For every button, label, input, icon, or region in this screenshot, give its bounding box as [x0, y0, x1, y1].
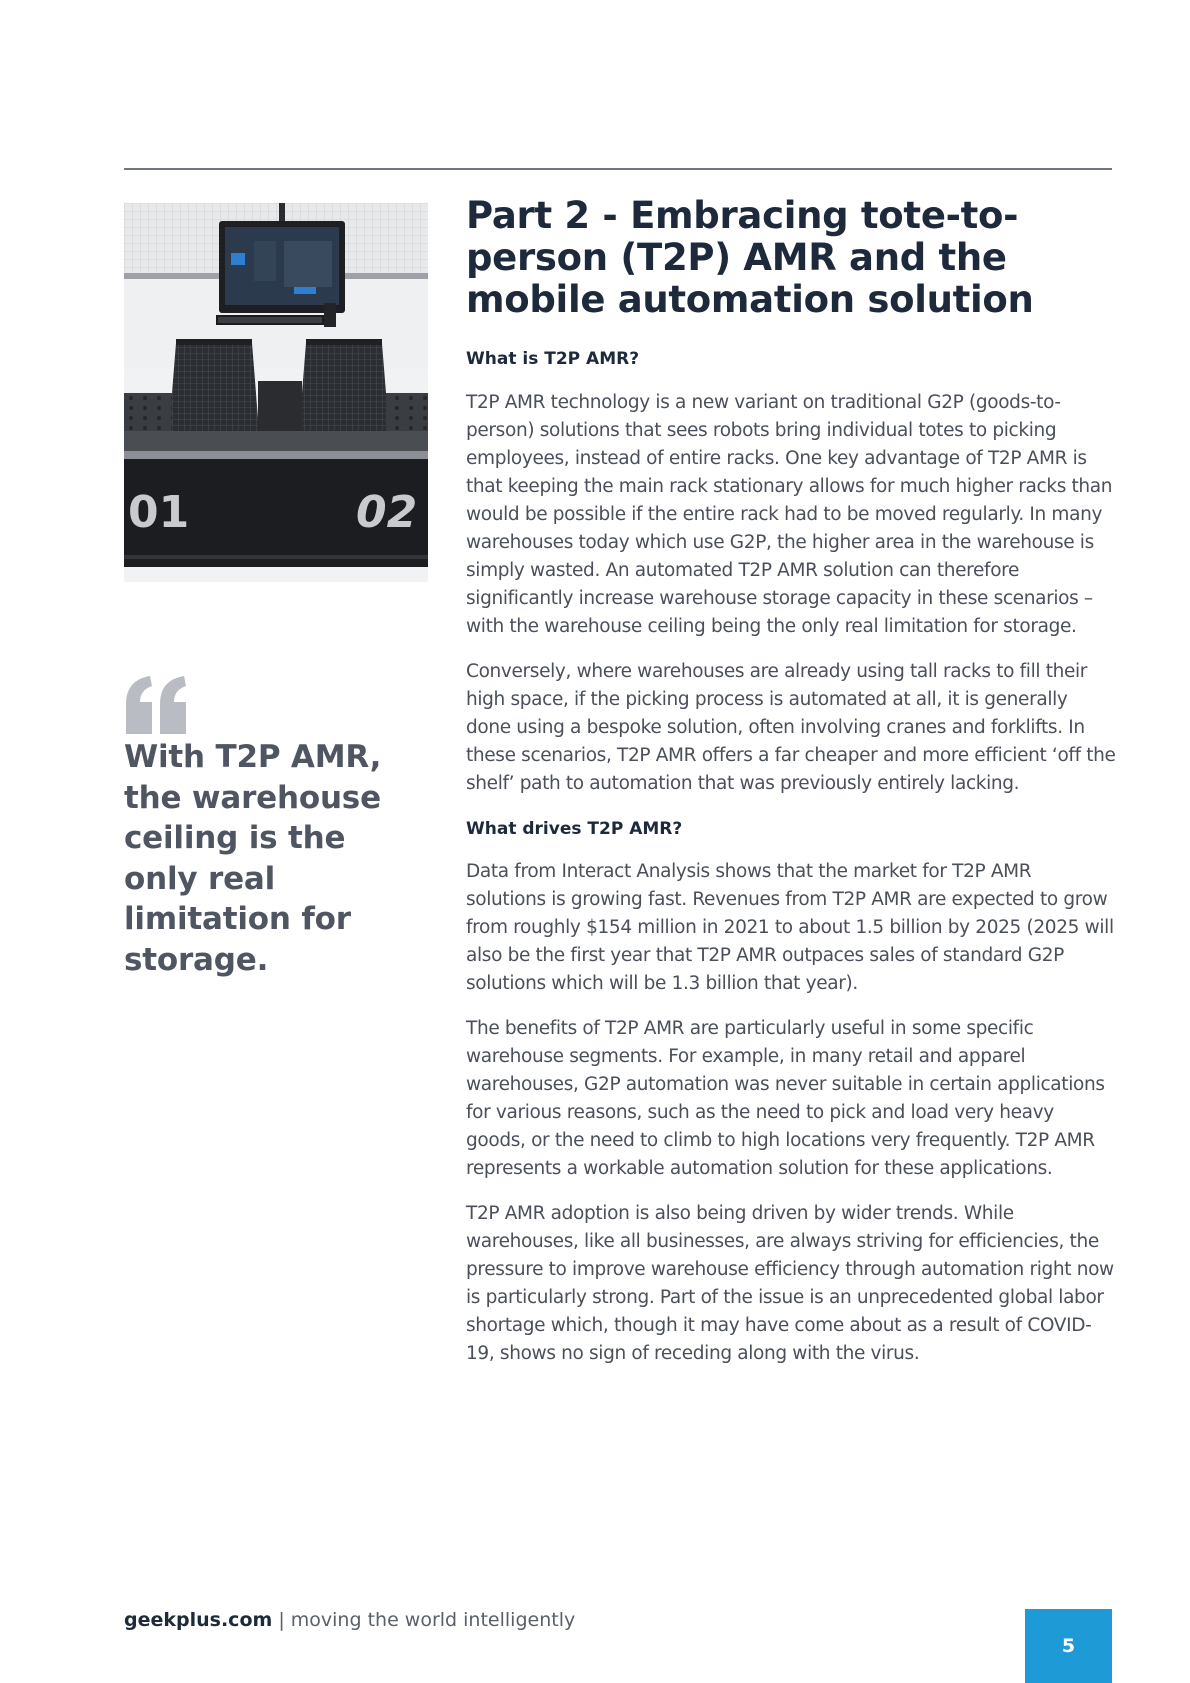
main-content: [466, 195, 1116, 1368]
paragraph: Data from Interact Analysis shows that the market for T2P AMR solutions is growing fast. Revenues from T2P AMR are expected to grow from roughly $154 million in 2021 to about 1.5 billion by 2025 (2025 will also be the first year that T2P AMR outpaces sales of standard G2P solutions which will be 1.3 billion that year).: [466, 861, 1114, 994]
quote-mark-icon: [122, 670, 192, 740]
pull-quote: With T2P AMR, the warehouse ceiling is the only real limitation for storage.: [124, 739, 382, 978]
footer-tagline: moving the world intelligently: [290, 1609, 576, 1631]
paragraph: The benefits of T2P AMR are particularly useful in some specific warehouse segments. For example, in many retail and apparel warehouses, G2P automation was never suitable in certain applications for various reasons, such as the need to pick and load very heavy goods, or the need to climb to high locations very frequently. T2P AMR represents a workable automation solution for these applications.: [466, 1018, 1105, 1179]
what-drives-heading: What drives T2P AMR?: [466, 819, 683, 839]
picking-station-photo: [124, 203, 428, 582]
page-number-badge: [1025, 1609, 1112, 1683]
paragraph: T2P AMR adoption is also being driven by wider trends. While warehouses, like all businesses, are always striving for efficiencies, the pressure to improve warehouse efficiency through automation right now is particularly strong. Part of the issue is an unprecedented global labor shortage which, though it may have come about as a result of COVID-19, shows no sign of receding along with the virus.: [466, 1203, 1114, 1364]
paragraph: Conversely, where warehouses are already using tall racks to fill their high space, if the picking process is automated at all, it is generally done using a bespoke solution, often involving cranes and forklifts. In these scenarios, T2P AMR offers a far cheaper and more efficient ‘off the shelf’ path to automation that was previously entirely lacking.: [466, 661, 1116, 794]
what-is-heading: What is T2P AMR?: [466, 349, 640, 369]
station-number-02: 02: [356, 487, 418, 538]
station-number-01: 01: [128, 487, 190, 538]
section-title: Part 2 - Embracing tote-to-person (T2P) AMR and the mobile automation solution: [466, 194, 1034, 321]
page-number: 5: [1061, 1635, 1076, 1657]
paragraph: T2P AMR technology is a new variant on traditional G2P (goods-to-person) solutions that sees robots bring individual totes to picking employees, instead of entire racks. One key advantage of T2P AMR is that keeping the main rack stationary allows for much higher racks than would be possible if the entire rack had to be moved regularly. In many warehouses today which use G2P, the higher area in the warehouse is simply wasted. An automated T2P AMR solution can therefore significantly increase warehouse storage capacity in these scenarios – with the warehouse ceiling being the only real limitation for storage.: [466, 392, 1113, 637]
footer-separator: |: [272, 1609, 291, 1631]
footer-brand-link[interactable]: geekplus.com: [124, 1609, 273, 1631]
footer: [124, 1609, 575, 1631]
top-divider: [124, 168, 1112, 170]
